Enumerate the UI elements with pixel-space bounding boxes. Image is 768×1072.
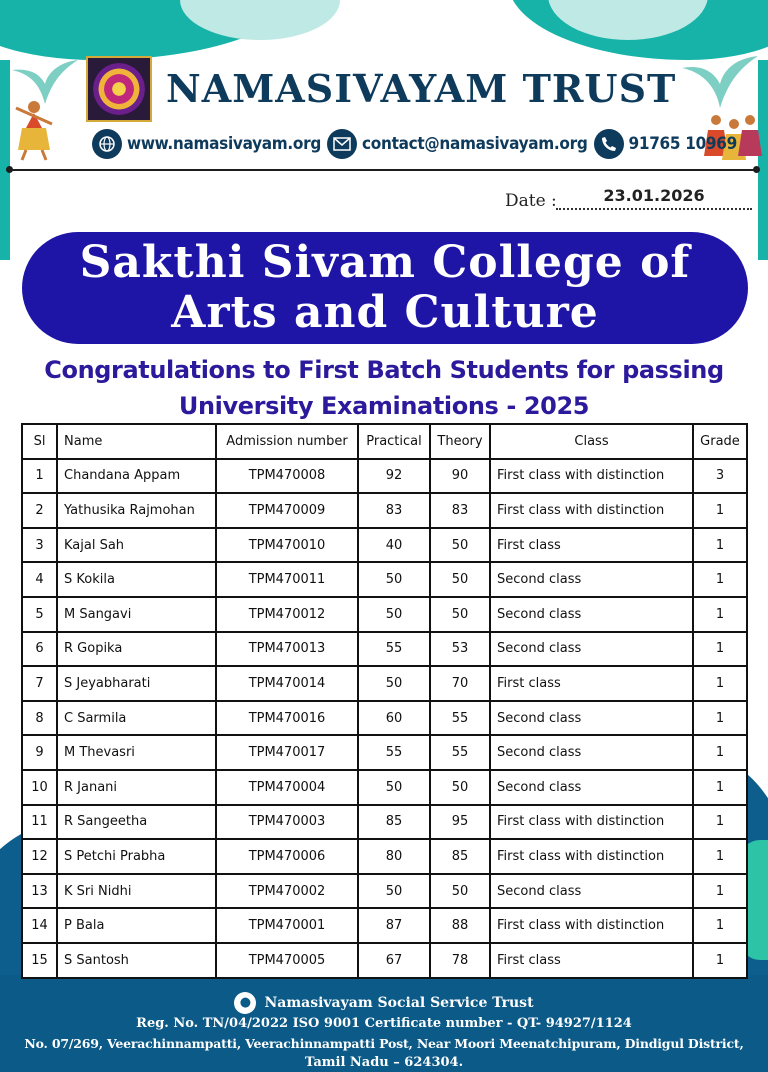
cell-sl: 4 [22,562,57,597]
cell-practical: 50 [358,874,430,909]
contact-row [92,128,743,160]
mail-icon [327,129,357,159]
table-row [22,839,747,874]
cell-class: First class with distinction [490,459,693,494]
cell-practical: 55 [358,632,430,667]
cell-grade: 1 [693,770,747,805]
header-sl: Sl [22,424,57,459]
cell-grade: 3 [693,459,747,494]
table-header-row [22,424,747,459]
palm-leaf-left-icon [10,54,80,104]
cell-grade: 1 [693,562,747,597]
location-pin-icon: ● [234,992,256,1014]
cell-admission: TPM470012 [216,597,358,632]
cell-sl: 8 [22,701,57,736]
dancer-figure-left-icon [12,98,56,162]
table-row [22,597,747,632]
college-name-banner [22,232,748,344]
cell-sl: 13 [22,874,57,909]
cell-sl: 7 [22,666,57,701]
cell-sl: 11 [22,805,57,840]
cell-admission: TPM470004 [216,770,358,805]
cell-name: K Sri Nidhi [57,874,216,909]
table-row [22,493,747,528]
cell-class: First class with distinction [490,908,693,943]
cell-practical: 67 [358,943,430,978]
cell-class: First class [490,666,693,701]
email-link[interactable]: contact@namasivayam.org [362,134,588,154]
college-name-line1: Sakthi Sivam College of [79,237,691,288]
table-row [22,805,747,840]
cell-name: M Thevasri [57,735,216,770]
cell-theory: 50 [430,528,490,563]
cell-theory: 95 [430,805,490,840]
cell-name: S Jeyabharati [57,666,216,701]
cell-admission: TPM470017 [216,735,358,770]
trust-logo [86,56,152,122]
cell-name: R Gopika [57,632,216,667]
cell-class: Second class [490,701,693,736]
table-row [22,770,747,805]
cell-grade: 1 [693,735,747,770]
website-link[interactable]: www.namasivayam.org [127,134,322,154]
date-label: Date : [505,191,557,211]
cell-name: Chandana Appam [57,459,216,494]
header-name: Name [57,424,216,459]
trust-name: NAMASIVAYAM TRUST [166,66,677,111]
cell-theory: 85 [430,839,490,874]
cell-practical: 50 [358,597,430,632]
cell-theory: 55 [430,701,490,736]
cell-theory: 50 [430,597,490,632]
table-row [22,701,747,736]
cell-name: R Sangeetha [57,805,216,840]
cell-practical: 50 [358,666,430,701]
cell-class: Second class [490,632,693,667]
cell-practical: 85 [358,805,430,840]
cell-name: Kajal Sah [57,528,216,563]
cell-theory: 53 [430,632,490,667]
header-admission-number: Admission number [216,424,358,459]
cell-grade: 1 [693,805,747,840]
cell-theory: 50 [430,770,490,805]
cell-theory: 50 [430,874,490,909]
cell-class: Second class [490,562,693,597]
footer-org [0,992,768,1014]
congratulations-heading [20,352,748,424]
cell-theory: 78 [430,943,490,978]
cell-sl: 10 [22,770,57,805]
cell-grade: 1 [693,839,747,874]
cell-name: R Janani [57,770,216,805]
cell-class: Second class [490,735,693,770]
cell-admission: TPM470009 [216,493,358,528]
cell-admission: TPM470008 [216,459,358,494]
cell-practical: 50 [358,770,430,805]
header-theory: Theory [430,424,490,459]
cell-class: Second class [490,597,693,632]
cell-name: S Petchi Prabha [57,839,216,874]
phone-number[interactable]: 91765 10969 [628,134,737,154]
cell-name: M Sangavi [57,597,216,632]
cell-name: S Kokila [57,562,216,597]
cell-sl: 9 [22,735,57,770]
table-row [22,632,747,667]
cell-grade: 1 [693,493,747,528]
palm-leaf-right-icon [680,48,760,108]
cell-sl: 2 [22,493,57,528]
cell-class: First class with distinction [490,839,693,874]
cell-admission: TPM470016 [216,701,358,736]
cell-class: First class with distinction [490,493,693,528]
cell-grade: 1 [693,666,747,701]
cell-grade: 1 [693,597,747,632]
cell-theory: 90 [430,459,490,494]
cell-grade: 1 [693,874,747,909]
congrats-line2: University Examinations - 2025 [178,392,590,420]
table-row [22,528,747,563]
cell-class: First class with distinction [490,805,693,840]
cell-theory: 83 [430,493,490,528]
cell-sl: 6 [22,632,57,667]
cell-class: Second class [490,770,693,805]
cell-class: First class [490,943,693,978]
table-row [22,562,747,597]
cell-sl: 14 [22,908,57,943]
cell-class: First class [490,528,693,563]
header-practical: Practical [358,424,430,459]
cell-sl: 3 [22,528,57,563]
cell-grade: 1 [693,908,747,943]
cell-admission: TPM470002 [216,874,358,909]
cell-sl: 5 [22,597,57,632]
cell-sl: 15 [22,943,57,978]
cell-admission: TPM470010 [216,528,358,563]
footer-org-name: Namasivayam Social Service Trust [264,995,534,1011]
cell-admission: TPM470014 [216,666,358,701]
cell-admission: TPM470005 [216,943,358,978]
cell-name: P Bala [57,908,216,943]
cell-admission: TPM470003 [216,805,358,840]
cell-grade: 1 [693,632,747,667]
cell-theory: 50 [430,562,490,597]
cell-admission: TPM470013 [216,632,358,667]
table-row [22,943,747,978]
cell-practical: 50 [358,562,430,597]
results-table [21,423,748,979]
college-name-line2: Arts and Culture [171,287,599,338]
congrats-line1: Congratulations to First Batch Students for passing [44,356,724,384]
footer-registration: Reg. No. TN/04/2022 ISO 9001 Certificate number - QT- 94927/1124 [136,1016,632,1031]
cell-name: C Sarmila [57,701,216,736]
cell-name: Yathusika Rajmohan [57,493,216,528]
cell-sl: 1 [22,459,57,494]
cell-theory: 70 [430,666,490,701]
cell-practical: 80 [358,839,430,874]
cell-grade: 1 [693,943,747,978]
cell-sl: 12 [22,839,57,874]
cell-grade: 1 [693,528,747,563]
globe-icon [92,129,122,159]
cell-grade: 1 [693,701,747,736]
date-value: 23.01.2026 [556,186,752,210]
table-row [22,874,747,909]
cell-practical: 83 [358,493,430,528]
cell-admission: TPM470006 [216,839,358,874]
decor-side-left [0,60,10,260]
cell-practical: 40 [358,528,430,563]
cell-practical: 87 [358,908,430,943]
table-row [22,666,747,701]
cell-class: Second class [490,874,693,909]
table-row [22,459,747,494]
table-row [22,908,747,943]
cell-admission: TPM470011 [216,562,358,597]
footer-address-line2: Tamil Nadu – 624304. [304,1055,464,1070]
cell-theory: 55 [430,735,490,770]
table-row [22,735,747,770]
cell-practical: 92 [358,459,430,494]
header-class: Class [490,424,693,459]
results-body [22,459,747,978]
cell-theory: 88 [430,908,490,943]
cell-admission: TPM470001 [216,908,358,943]
header-grade: Grade [693,424,747,459]
header-divider [8,169,758,171]
cell-name: S Santosh [57,943,216,978]
cell-practical: 60 [358,701,430,736]
cell-practical: 55 [358,735,430,770]
yantra-logo-icon [93,63,145,115]
phone-icon [594,129,624,159]
footer-address-line1: No. 07/269, Veerachinnampatti, Veerachinnampatti Post, Near Moori Meenatchipuram, Dindigul District, [24,1036,744,1051]
